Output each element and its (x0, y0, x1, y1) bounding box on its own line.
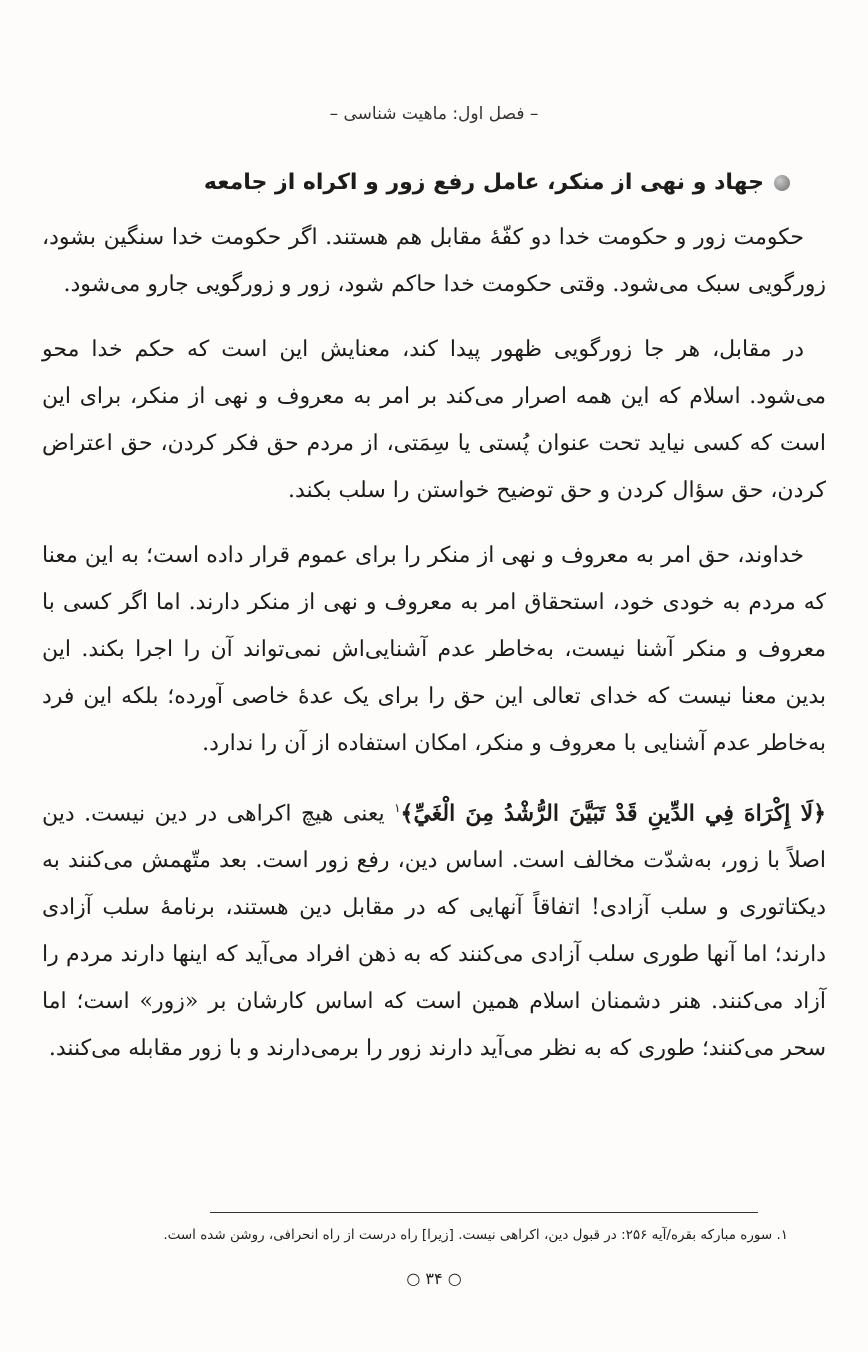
section-title: جهاد و نهی از منکر، عامل رفع زور و اکراه از جامعه (203, 170, 764, 195)
ornament-icon: ○ (447, 1269, 462, 1288)
paragraph: حکومت زور و حکومت خدا دو کفّهٔ مقابل هم هستند. اگر حکومت خدا سنگین بشود، زورگویی سبک می‌شود. وقتی حکومت خدا حاکم شود، زور و زورگویی جارو می‌شود. (42, 225, 826, 297)
bullet-icon (774, 175, 790, 191)
paragraph-text: یعنی هیچ اکراهی در دین نیست. دین اصلاً با زور، به‌شدّت مخالف است. اساس دین، رفع زور است. بعد متّهمش می‌کنند به دیکتاتوری و سلب آزادی! اتفاقاً آنهایی که در مقابل دین هستند، برنامهٔ سلب آزادی دارند؛ اما آنها طوری سلب آزادی می‌کنند که به ذهن افراد می‌آید که اینها دارند مردم را آزاد می‌کنند. هنر دشمنان اسلام همین است که اساس کارشان بر «زور» است؛ اما سحر می‌کنند؛ طوری که به نظر می‌آید دارند زور را برمی‌دارند و با زور مقابله می‌کنند. (42, 801, 826, 1062)
footnote: ۱. سوره مبارکه بقره/آیه ۲۵۶: در قبول دین، اکراهی نیست. [زیرا] راه درست از راه انحرافی، روشن شده است. (163, 1227, 788, 1243)
paragraph-with-verse (42, 785, 826, 1072)
paragraph: خداوند، حق امر به معروف و نهی از منکر را برای عموم قرار داده است؛ به این معنا که مردم به خودی خود، استحقاق امر به معروف و نهی از منکر دارند. اما اگر کسی با معروف و منکر آشنا نیست، به‌خاطر عدم آشنایی‌اش نمی‌تواند آن را اجرا بکند. این بدین معنا نیست که خدای تعالی این حق را برای یک عدهٔ خاصی آورده؛ بلکه این فرد به‌خاطر عدم آشنایی با معروف و منکر، امکان استفاده از آن را ندارد. (42, 543, 826, 756)
running-header: – فصل اول: ماهیت شناسی – (329, 104, 539, 124)
body-text (42, 214, 826, 1090)
page-number: ۳۴ (425, 1269, 443, 1288)
footnote-divider (210, 1212, 758, 1213)
ornament-icon: ○ (406, 1269, 421, 1288)
footnote-ref: ۱ (394, 801, 401, 815)
page-number-row (0, 1269, 868, 1288)
quran-verse: ﴿لَا إِكْرَاهَ فِي الدِّينِ قَدْ تَبَيَّنَ الرُّشْدُ مِنَ الْغَيِّ﴾ (400, 800, 827, 827)
paragraph: در مقابل، هر جا زورگویی ظهور پیدا کند، معنایش این است که حکم خدا محو می‌شود. اسلام که این همه اصرار می‌کند بر امر به معروف و نهی از منکر، برای این است که کسی نیاید تحت عنوان پُستی یا سِمَتی، از مردم حق فکر کردن، حق اعتراض کردن، حق سؤال کردن و حق توضیح خواستن را سلب بکند. (42, 337, 826, 503)
section-heading (70, 170, 790, 195)
